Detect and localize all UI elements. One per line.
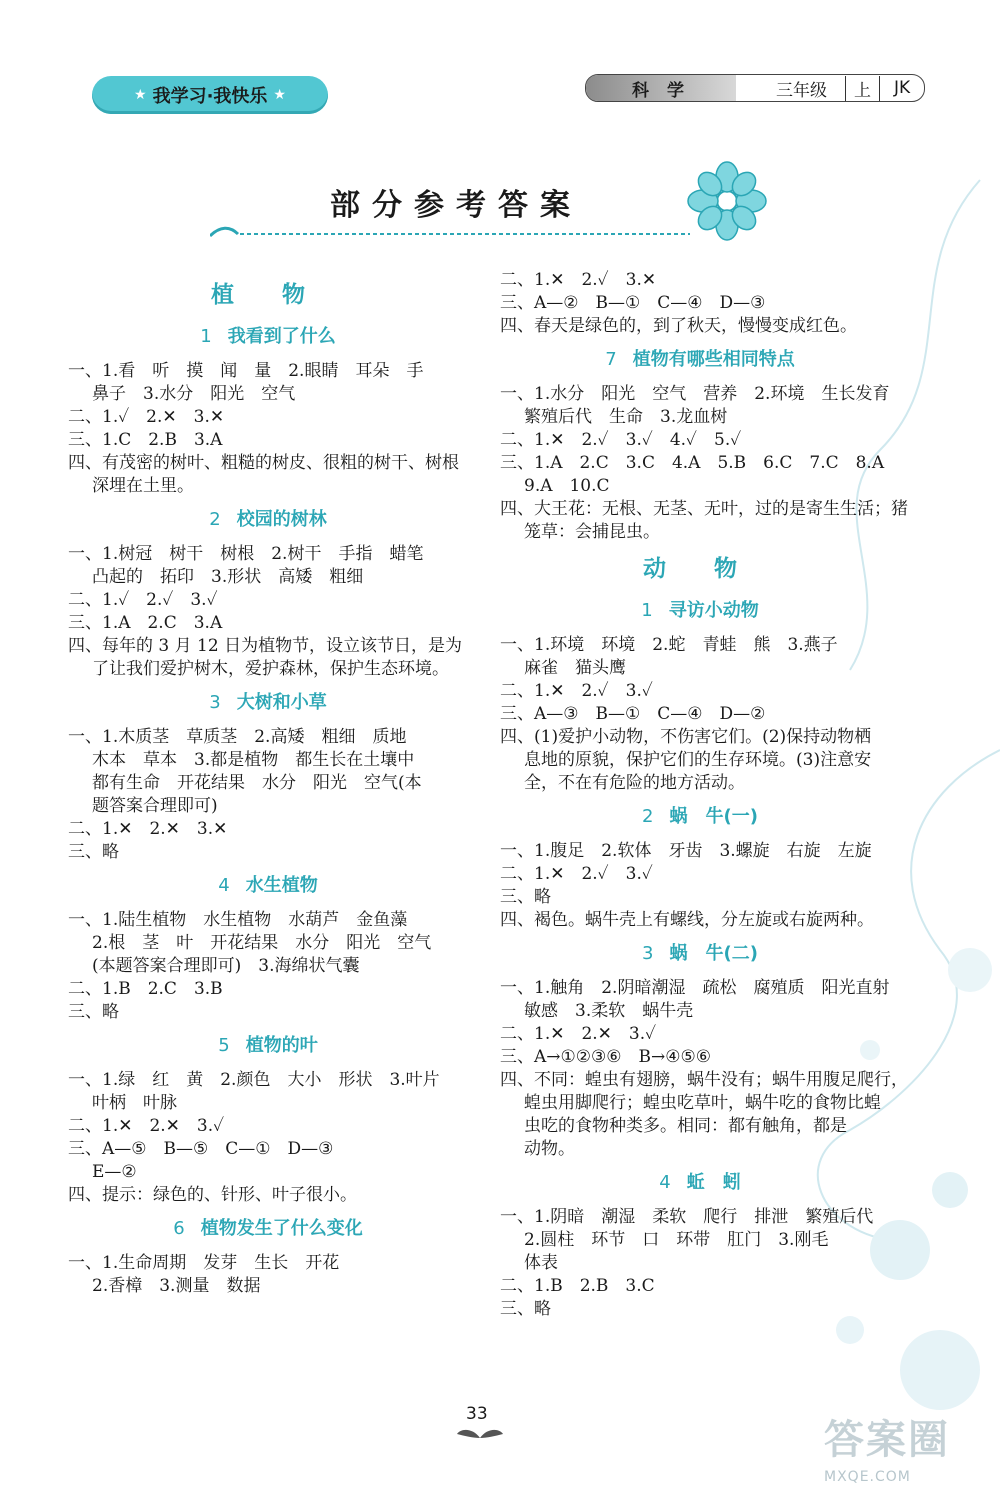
answer-line: 四、(1)爱护小动物，不伤害它们。(2)保持动物栖 <box>500 727 872 747</box>
answer-line: 都有生命 开花结果 水分 阳光 空气(本 <box>92 773 422 793</box>
watermark <box>824 1408 974 1485</box>
subject-label: 科 学 <box>586 75 736 101</box>
flower-icon <box>672 146 782 256</box>
answer-line: 四、每年的 3 月 12 日为植物节，设立该节日，是为 <box>68 636 463 656</box>
right-sections <box>500 599 908 1321</box>
left-sections <box>68 325 468 1298</box>
answer-line: 三、1.C 2.B 3.A <box>68 430 223 450</box>
answer-line: 2.根 茎 叶 开花结果 水分 阳光 空气 <box>92 933 432 953</box>
right-continued-answers <box>500 269 900 338</box>
section-title: 植物的叶 <box>245 1035 318 1056</box>
answer-line: 虫吃的食物种类多。相同：都有触角，都是 <box>524 1116 847 1136</box>
answer-line: 一、1.水分 阳光 空气 营养 2.环境 生长发育 <box>500 384 890 404</box>
section-heading <box>500 1171 900 1194</box>
answer-line: 二、1.✕ 2.✓ 3.✕ <box>500 270 657 290</box>
answer-line: 二、1.✕ 2.✓ 3.✓ <box>500 681 653 701</box>
section-number: 4 <box>659 1172 671 1193</box>
answer-line: 四、大王花：无根、无茎、无叶，过的是寄生生活；猪 <box>500 499 908 519</box>
answer-line: 三、1.A 2.C 3.C 4.A 5.B 6.C 7.C 8.A <box>500 453 885 473</box>
answer-line: 四、褐色。蜗牛壳上有螺线，分左旋或右旋两种。 <box>500 910 874 930</box>
leaf-icon <box>455 1424 505 1442</box>
star-icon: ★ <box>134 87 147 103</box>
section-heading <box>500 942 900 965</box>
subject-bar <box>585 74 925 102</box>
left-column <box>68 280 468 1298</box>
answer-line: 麻雀 猫头鹰 <box>524 658 626 678</box>
answer-line: 四、提示：绿色的、针形、叶子很小。 <box>68 1185 357 1205</box>
edition-label: JK <box>894 78 911 98</box>
section-number: 5 <box>218 1035 230 1056</box>
section-title: 蜗 牛(一) <box>669 806 758 827</box>
section-number: 3 <box>209 692 221 713</box>
answer-line: 三、略 <box>68 842 119 862</box>
section-number: 1 <box>200 326 212 347</box>
section-heading <box>500 805 900 828</box>
answer-line: 二、1.B 2.B 3.C <box>500 1276 655 1296</box>
section-heading <box>68 1034 468 1057</box>
answer-line: 三、略 <box>500 1299 551 1319</box>
unit-title-plants: 植 物 <box>210 282 325 308</box>
answer-line: 一、1.木质茎 草质茎 2.高矮 粗细 质地 <box>68 727 407 747</box>
answer-line: 笼草：会捕昆虫。 <box>524 522 660 542</box>
answer-line: 二、1.✕ 2.✓ 3.✓ <box>500 864 653 884</box>
answer-line: 一、1.生命周期 发芽 生长 开花 <box>68 1253 340 1273</box>
ribbon-label: 我学习·我快乐 <box>152 86 268 107</box>
answer-line: 全，不在有危险的地方活动。 <box>524 773 745 793</box>
answer-line: 二、1.✓ 2.✕ 3.✕ <box>68 407 225 427</box>
answer-line: 体表 <box>524 1253 558 1273</box>
answer-line: 三、A—⑤ B—⑤ C—① D—③ <box>68 1139 334 1159</box>
answer-line: 凸起的 拓印 3.形状 高矮 粗细 <box>92 567 364 587</box>
answer-line: 一、1.绿 红 黄 2.颜色 大小 形状 3.叶片 <box>68 1070 440 1090</box>
answer-line: 繁殖后代 生命 3.龙血树 <box>524 407 728 427</box>
section-number: 1 <box>641 600 653 621</box>
answer-line: 三、略 <box>500 887 551 907</box>
section-heading <box>68 508 468 531</box>
answer-line: 动物。 <box>524 1139 575 1159</box>
unit-title-animals: 动 物 <box>642 556 757 582</box>
answer-line: (本题答案合理即可) 3.海绵状气囊 <box>92 956 360 976</box>
answer-line: 二、1.✕ 2.✕ 3.✕ <box>68 819 228 839</box>
answer-line: 9.A 10.C <box>524 476 610 496</box>
section-title: 大树和小草 <box>236 692 327 713</box>
answer-line: 一、1.看 听 摸 闻 量 2.眼睛 耳朵 手 <box>68 361 424 381</box>
answer-line: 深埋在土里。 <box>92 476 194 496</box>
answer-line: 二、1.✕ 2.✓ 3.✓ 4.✓ 5.✓ <box>500 430 742 450</box>
section-title: 寻访小动物 <box>668 600 759 621</box>
section-heading <box>68 325 468 348</box>
watermark-url: MXQE.COM <box>824 1469 911 1485</box>
star-icon: ★ <box>273 87 286 103</box>
section-title: 我看到了什么 <box>227 326 336 347</box>
answer-line: 三、A—② B—① C—④ D—③ <box>500 293 766 313</box>
header-ribbon <box>92 76 328 114</box>
section-heading <box>68 874 468 897</box>
answer-line: 四、有茂密的树叶、粗糙的树皮、很粗的树干、树根 <box>68 453 459 473</box>
section-number: 3 <box>642 943 654 964</box>
answer-line: 息地的原貌，保护它们的生存环境。(3)注意安 <box>524 750 872 770</box>
section-number: 7 <box>605 349 617 370</box>
section-heading <box>500 348 900 371</box>
answer-line: 三、1.A 2.C 3.A <box>68 613 223 633</box>
answer-line: 敏感 3.柔软 蜗牛壳 <box>524 1001 694 1021</box>
answer-line: E—② <box>92 1162 137 1182</box>
answer-line: 二、1.B 2.C 3.B <box>68 979 223 999</box>
title-underline <box>210 226 730 240</box>
watermark-logo: 答案圈 <box>824 1417 950 1463</box>
section-title: 蜗 牛(二) <box>669 943 758 964</box>
answer-line: 叶柄 叶脉 <box>92 1093 177 1113</box>
answer-line: 2.圆柱 环节 口 环带 肛门 3.刚毛 <box>524 1230 829 1250</box>
answer-line: 一、1.树冠 树干 树根 2.树干 手指 蜡笔 <box>68 544 424 564</box>
section-number: 4 <box>218 875 230 896</box>
page-title: 部分参考答案 <box>330 188 582 223</box>
answer-line: 木本 草本 3.都是植物 都生长在土壤中 <box>92 750 415 770</box>
section-title: 蚯 蚓 <box>686 1172 741 1193</box>
answer-line: 三、A→①②③⑥ B→④⑤⑥ <box>500 1047 711 1067</box>
answer-line: 二、1.✓ 2.✓ 3.✓ <box>68 590 218 610</box>
answer-line: 二、1.✕ 2.✕ 3.✓ <box>500 1024 657 1044</box>
answer-line: 蝗虫用脚爬行；蝗虫吃草叶，蜗牛吃的食物比蝗 <box>524 1093 881 1113</box>
answer-line: 一、1.陆生植物 水生植物 水葫芦 金鱼藻 <box>68 910 408 930</box>
section-title: 校园的树林 <box>236 509 327 530</box>
answer-line: 鼻子 3.水分 阳光 空气 <box>92 384 296 404</box>
answer-line: 一、1.阴暗 潮湿 柔软 爬行 排泄 繁殖后代 <box>500 1207 874 1227</box>
answer-line: 四、春天是绿色的，到了秋天，慢慢变成红色。 <box>500 316 857 336</box>
section-number: 2 <box>642 806 654 827</box>
answer-line: 三、略 <box>68 1002 119 1022</box>
answer-line: 三、A—③ B—① C—④ D—② <box>500 704 766 724</box>
answer-line: 一、1.腹足 2.软体 牙齿 3.螺旋 右旋 左旋 <box>500 841 872 861</box>
section-7 <box>500 348 908 544</box>
answer-line: 一、1.触角 2.阴暗潮湿 疏松 腐殖质 阳光直射 <box>500 978 890 998</box>
right-column <box>500 269 908 1321</box>
answer-line: 2.香樟 3.测量 数据 <box>92 1276 261 1296</box>
grade-label: 三年级 <box>776 80 827 101</box>
answer-line: 一、1.环境 环境 2.蛇 青蛙 熊 3.燕子 <box>500 635 838 655</box>
section-heading <box>68 1217 468 1240</box>
section-heading <box>68 691 468 714</box>
term-label: 上 <box>845 76 880 101</box>
section-number: 6 <box>173 1218 185 1239</box>
section-title: 植物有哪些相同特点 <box>632 349 795 370</box>
section-number: 2 <box>209 509 221 530</box>
answer-line: 二、1.✕ 2.✕ 3.✓ <box>68 1116 225 1136</box>
section-heading <box>500 599 900 622</box>
answer-line: 了让我们爱护树木，爱护森林，保护生态环境。 <box>92 659 449 679</box>
answer-line: 四、不同：蝗虫有翅膀，蜗牛没有；蜗牛用腹足爬行， <box>500 1070 908 1090</box>
page-number: 33 <box>466 1404 488 1424</box>
answer-line: 题答案合理即可) <box>92 796 218 816</box>
section-title: 植物发生了什么变化 <box>200 1218 363 1239</box>
section-title: 水生植物 <box>245 875 318 896</box>
